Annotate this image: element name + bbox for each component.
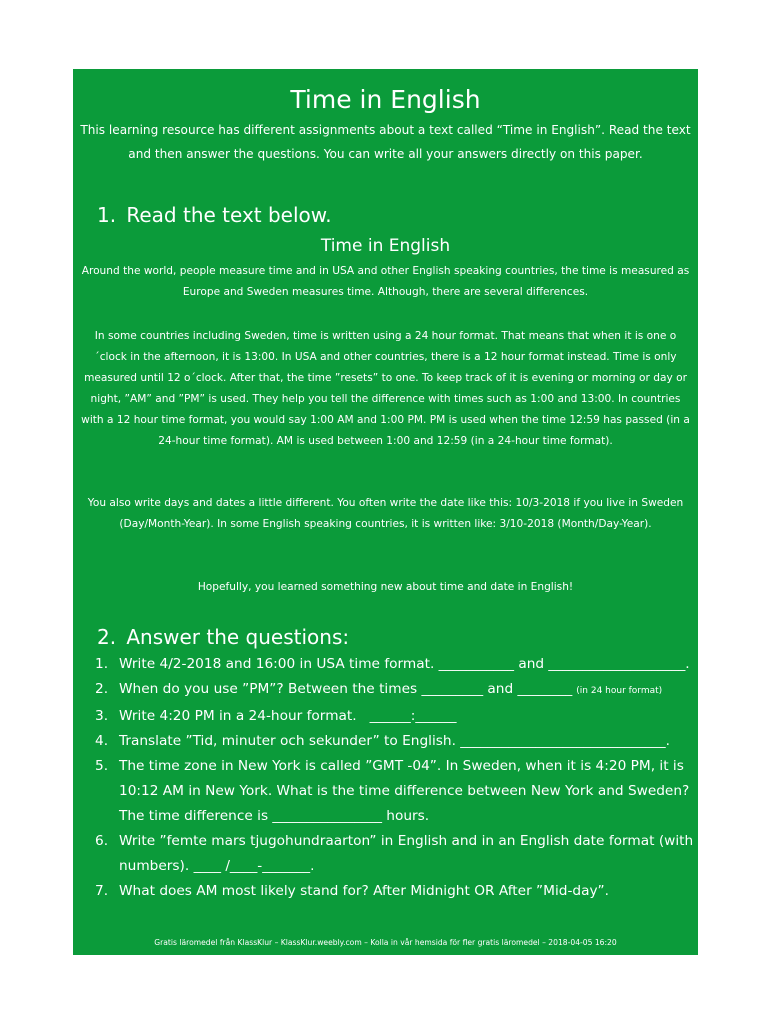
question-text[interactable]: Translate ”Tid, minuter och sekunder” to English. ______________________________. bbox=[119, 733, 670, 749]
text-title: Time in English bbox=[320, 236, 451, 256]
question-text[interactable]: When do you use ”PM”? Between the times _________ and ________ bbox=[119, 681, 573, 697]
paragraph-4: Hopefully, you learned something new about time and date in English! bbox=[197, 581, 574, 593]
section-2-title: Answer the questions: bbox=[126, 625, 350, 649]
question-item bbox=[95, 652, 695, 677]
worksheet-title: Time in English bbox=[290, 85, 481, 114]
question-text[interactable]: Write ”femte mars tjugohundraarton” in English and in an English date format (with numbers). ____ /____-_______. bbox=[119, 833, 694, 874]
question-number: 4. bbox=[95, 733, 109, 749]
question-text[interactable]: Write 4:20 PM in a 24-hour format. ______:______ bbox=[119, 708, 457, 724]
question-number: 7. bbox=[95, 883, 109, 899]
intro-text: This learning resource has different assignments about a text called “Time in English”. Read the text and then answer the questions. You can write all your answers directly on this paper. bbox=[80, 123, 691, 161]
section-1-number: 1. bbox=[97, 203, 117, 227]
question-text[interactable]: Write 4/2-2018 and 16:00 in USA time format. ___________ and ____________________. bbox=[119, 656, 690, 672]
question-item bbox=[95, 754, 695, 829]
question-item bbox=[95, 829, 695, 879]
worksheet-page bbox=[73, 69, 698, 955]
question-item bbox=[95, 729, 695, 754]
question-item bbox=[95, 879, 695, 904]
paragraph-2: In some countries including Sweden, time is written using a 24 hour format. That means that when it is one o´clock in the afternoon, it is 13:00. In USA and other countries, there is a 12 hour format instead. Time is only measured until 12 o´clock. After that, the time ”resets” to one. To keep track of it is evening or morning or day or night, ”AM” and ”PM” is used. They help you tell the difference with times such as 1:00 and 13:00. In countries with a 12 hour time format, you would say 1:00 AM and 1:00 PM. PM is used when the time 12:59 has passed (in a 24-hour time format). AM is used between 1:00 and 12:59 (in a 24-hour time format). bbox=[81, 330, 690, 447]
question-item bbox=[95, 704, 695, 729]
section-2-heading bbox=[97, 624, 349, 650]
question-number: 3. bbox=[95, 708, 109, 724]
question-number: 1. bbox=[95, 656, 109, 672]
paragraph-1: Around the world, people measure time and in USA and other English speaking countries, the time is measured as Europe and Sweden measures time. Although, there are several differences. bbox=[81, 265, 690, 298]
question-item bbox=[95, 677, 695, 704]
section-1-heading bbox=[97, 202, 332, 228]
section-1-title: Read the text below. bbox=[126, 203, 332, 227]
question-text-wrap[interactable] bbox=[119, 677, 695, 704]
section-2-number: 2. bbox=[97, 625, 117, 649]
question-number: 6. bbox=[95, 833, 109, 849]
paragraph-3: You also write days and dates a little different. You often write the date like this: 10/3-2018 if you live in Sweden (Day/Month-Year). In some English speaking countries, it is written like: 3/10-2018 (Month/Day-Year). bbox=[87, 497, 684, 530]
question-number: 2. bbox=[95, 681, 109, 697]
footer-credit: Gratis läromedel från KlassKlur – KlassKlur.weebly.com – Kolla in vår hemsida för fler gratis läromedel – 2018-04-05 16:20 bbox=[154, 938, 617, 947]
question-text[interactable]: The time zone in New York is called ”GMT -04”. In Sweden, when it is 4:20 PM, it is 10:12 AM in New York. What is the time difference between New York and Sweden? The time difference is ________________ hours. bbox=[119, 758, 690, 824]
question-number: 5. bbox=[95, 758, 109, 774]
question-text[interactable]: What does AM most likely stand for? After Midnight OR After ”Mid-day”. bbox=[119, 883, 609, 899]
question-note: (in 24 hour format) bbox=[576, 686, 663, 696]
question-list bbox=[95, 652, 695, 904]
